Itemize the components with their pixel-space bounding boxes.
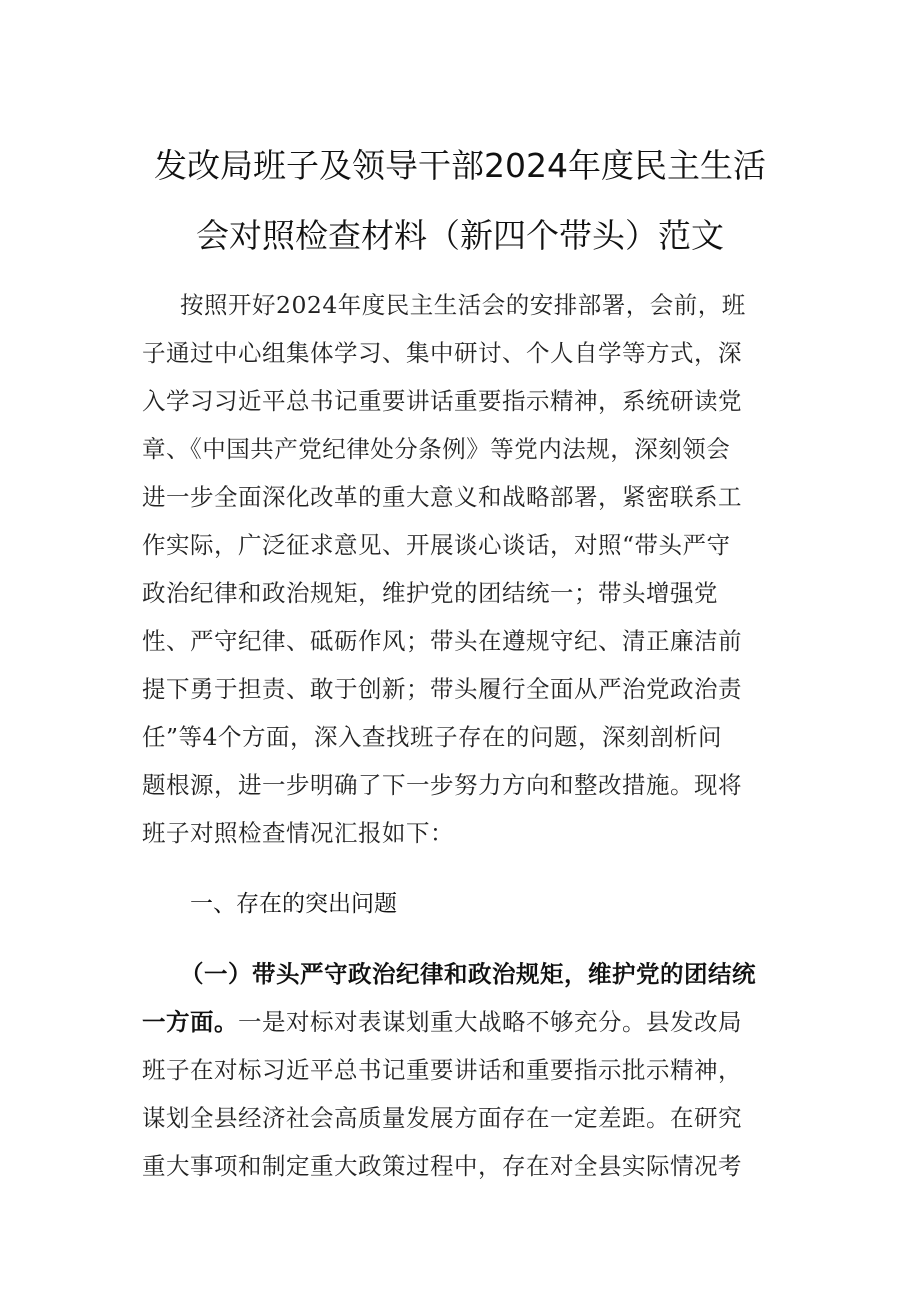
intro-line: 进一步全面深化改革的重大意义和战略部署，紧密联系工 bbox=[142, 483, 742, 511]
intro-line: 性、严守纪律、砥砺作风；带头在遵规守纪、清正廉洁前 bbox=[142, 627, 742, 655]
document-title-line-2: 会对照检查材料（新四个带头）范文 bbox=[196, 216, 724, 255]
intro-line: 章、《中国共产党纪律处分条例》等党内法规，深刻领会 bbox=[142, 435, 731, 463]
subsection-line: 班子在对标习近平总书记重要讲话和重要指示批示精神， bbox=[142, 1056, 742, 1084]
intro-line: 班子对照检查情况汇报如下： bbox=[142, 819, 454, 847]
intro-line: 作实际，广泛征求意见、开展谈心谈话，对照“带头严守 bbox=[142, 531, 731, 559]
subsection-heading: （一）带头严守政治纪律和政治规矩，维护党的团结统 bbox=[180, 960, 756, 988]
subsection-text: 一是对标对表谋划重大战略不够充分。县发改局 bbox=[238, 1008, 742, 1036]
intro-line: 题根源，进一步明确了下一步努力方向和整改措施。现将 bbox=[142, 771, 742, 799]
subsection-heading-end: 一方面。 bbox=[142, 1008, 238, 1036]
intro-line: 入学习习近平总书记重要讲话重要指示精神，系统研读党 bbox=[142, 387, 742, 415]
section-heading: 一、存在的突出问题 bbox=[190, 891, 397, 917]
intro-line: 子通过中心组集体学习、集中研讨、个人自学等方式，深 bbox=[142, 339, 742, 367]
subsection-line bbox=[142, 1003, 742, 1037]
intro-line: 任”等4个方面，深入查找班子存在的问题，深刻剖析问 bbox=[142, 723, 722, 751]
subsection-line: 谋划全县经济社会高质量发展方面存在一定差距。在研究 bbox=[142, 1104, 742, 1132]
subsection-line: 重大事项和制定重大政策过程中，存在对全县实际情况考 bbox=[142, 1152, 742, 1180]
intro-line: 提下勇于担责、敢于创新；带头履行全面从严治党政治责 bbox=[142, 675, 742, 703]
intro-line: 政治纪律和政治规矩，维护党的团结统一；带头增强党 bbox=[142, 579, 718, 607]
document-title-line-1: 发改局班子及领导干部2024年度民主生活 bbox=[154, 146, 766, 185]
intro-line: 按照开好2024年度民主生活会的安排部署，会前，班 bbox=[180, 291, 746, 319]
